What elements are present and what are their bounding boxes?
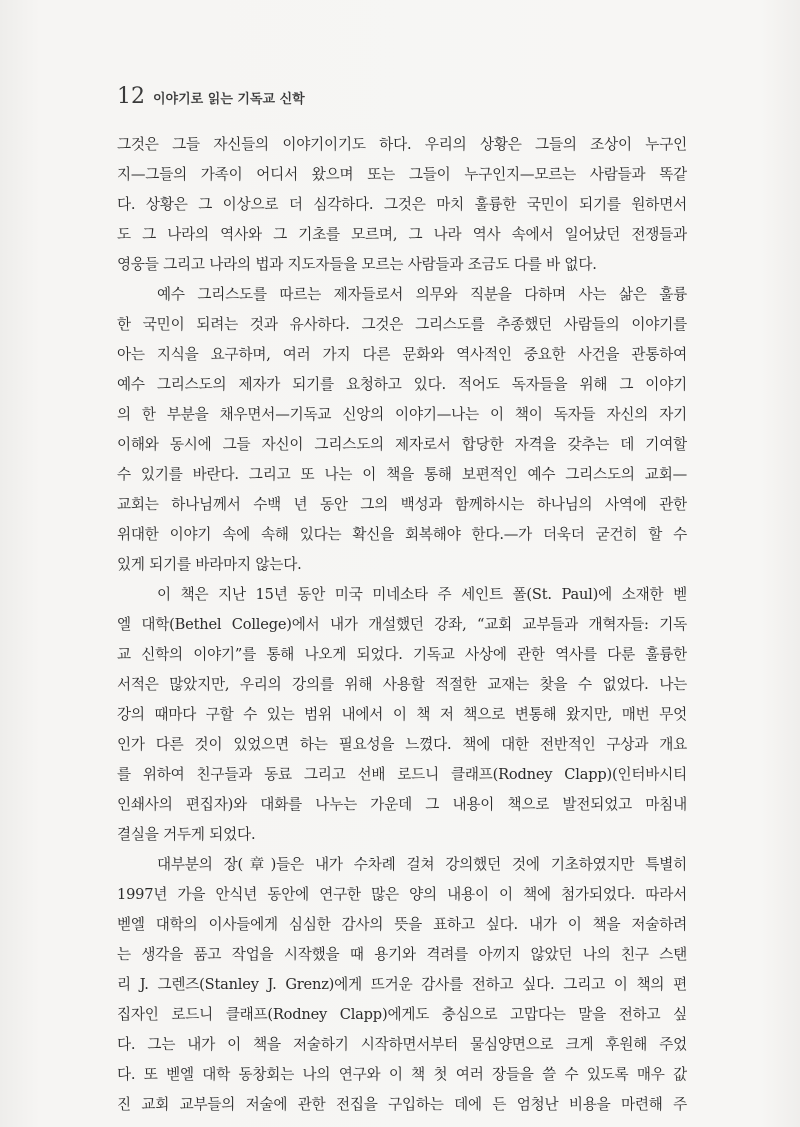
- text-line: 지—그들의 가족이 어디서 왔으며 또는 그들이 누구인지—모르는 사람들과 똑같: [117, 166, 687, 183]
- paragraph: [117, 130, 687, 280]
- paragraph: [117, 850, 687, 1120]
- running-title: 이야기로 읽는 기독교 신학: [153, 92, 305, 107]
- text-line: 벧엘 대학의 이사들에게 심심한 감사의 뜻을 표하고 싶다. 내가 이 책을 저술하려: [117, 916, 687, 933]
- text-line: 집자인 로드니 클래프(Rodney Clapp)에게도 충심으로 고맙다는 말을 전하고 싶: [117, 1006, 687, 1023]
- text-line: 예수 그리스도를 따르는 제자들로서 의무와 직분을 다하며 사는 삶은 훌륭: [157, 286, 687, 303]
- text-line: 아는 지식을 요구하며, 여러 가지 다른 문화와 역사적인 중요한 사건을 관통하여: [117, 346, 687, 363]
- text-line: 이 책은 지난 15년 동안 미국 미네소타 주 세인트 폴(St. Paul)에 소재한 벧: [157, 586, 687, 603]
- text-line: 위대한 이야기 속에 속해 있다는 확신을 회복해야 한다.—가 더욱더 굳건히 할 수: [117, 526, 687, 543]
- text-line: 강의 때마다 구할 수 있는 범위 내에서 이 책 저 책으로 변통해 왔지만, 매번 무엇: [117, 706, 687, 723]
- text-line: 영웅들 그리고 나라의 법과 지도자들을 모르는 사람들과 조금도 다를 바 없다.: [117, 256, 597, 273]
- text-line: 있게 되기를 바라마지 않는다.: [117, 556, 302, 573]
- text-line: 한 국민이 되려는 것과 유사하다. 그것은 그리스도를 추종했던 사람들의 이야기를: [117, 316, 687, 333]
- text-line: 다. 또 벧엘 대학 동창회는 나의 연구와 이 책 첫 여러 장들을 쓸 수 있도록 매우 값: [117, 1066, 687, 1083]
- text-line: 를 위하여 친구들과 동료 그리고 선배 로드니 클래프(Rodney Clapp)(인터바시티: [117, 766, 687, 783]
- text-line: 교 신학의 이야기”를 통해 나오게 되었다. 기독교 사상에 관한 역사를 다룬 훌륭한: [117, 646, 687, 663]
- text-line: 결실을 거두게 되었다.: [117, 826, 256, 843]
- text-line: 1997년 가을 안식년 동안에 연구한 많은 양의 내용이 이 책에 첨가되었다. 따라서: [117, 886, 687, 903]
- text-line: 는 생각을 품고 작업을 시작했을 때 용기와 격려를 아끼지 않았던 나의 친구 스탠: [117, 946, 687, 963]
- paragraph: [117, 580, 687, 850]
- text-line: 인쇄사의 편집자)와 대화를 나누는 가운데 그 내용이 책으로 발전되었고 마침내: [117, 796, 687, 813]
- page-number: 12: [117, 84, 145, 109]
- text-line: 교회는 하나님께서 수백 년 동안 그의 백성과 함께하시는 하나님의 사역에 관한: [117, 496, 687, 513]
- text-line: 인가 다른 것이 있었으면 하는 필요성을 느꼈다. 책에 대한 전반적인 구상과 개요: [117, 736, 687, 753]
- text-line: 서적은 많았지만, 우리의 강의를 위해 사용할 적절한 교재는 찾을 수 없었다. 나는: [117, 676, 687, 693]
- text-line: 수 있기를 바란다. 그리고 또 나는 이 책을 통해 보편적인 예수 그리스도의 교회—: [117, 466, 687, 483]
- body-text: [117, 130, 687, 1120]
- text-line: 다. 그는 내가 이 책을 저술하기 시작하면서부터 물심양면으로 크게 후원해 주었: [117, 1036, 687, 1053]
- text-line: 의 한 부분을 채우면서—기독교 신앙의 이야기—나는 이 책이 독자들 자신의 자기: [117, 406, 687, 423]
- text-line: 대부분의 장(章)들은 내가 수차례 걸쳐 강의했던 것에 기초하였지만 특별히: [157, 856, 687, 873]
- text-line: 이해와 동시에 그들 자신이 그리스도의 제자로서 합당한 자격을 갖추는 데 기여할: [117, 436, 687, 453]
- page-header: [117, 84, 305, 110]
- text-line: 리 J. 그렌즈(Stanley J. Grenz)에게 뜨거운 감사를 전하고 싶다. 그리고 이 책의 편: [117, 976, 687, 993]
- text-line: 도 그 나라의 역사와 그 기초를 모르며, 그 나라 역사 속에서 일어났던 전쟁들과: [117, 226, 687, 243]
- text-line: 그것은 그들 자신들의 이야기이기도 하다. 우리의 상황은 그들의 조상이 누구인: [117, 136, 687, 153]
- text-line: 예수 그리스도의 제자가 되기를 요청하고 있다. 적어도 독자들을 위해 그 이야기: [117, 376, 687, 393]
- paragraph: [117, 280, 687, 580]
- text-line: 진 교회 교부들의 저술에 관한 전집을 구입하는 데에 든 엄청난 비용을 마련해 주: [117, 1096, 687, 1113]
- text-line: 엘 대학(Bethel College)에서 내가 개설했던 강좌, “교회 교부들과 개혁자들: 기독: [117, 616, 687, 633]
- text-line: 다. 상황은 그 이상으로 더 심각하다. 그것은 마치 훌륭한 국민이 되기를 원하면서: [117, 196, 687, 213]
